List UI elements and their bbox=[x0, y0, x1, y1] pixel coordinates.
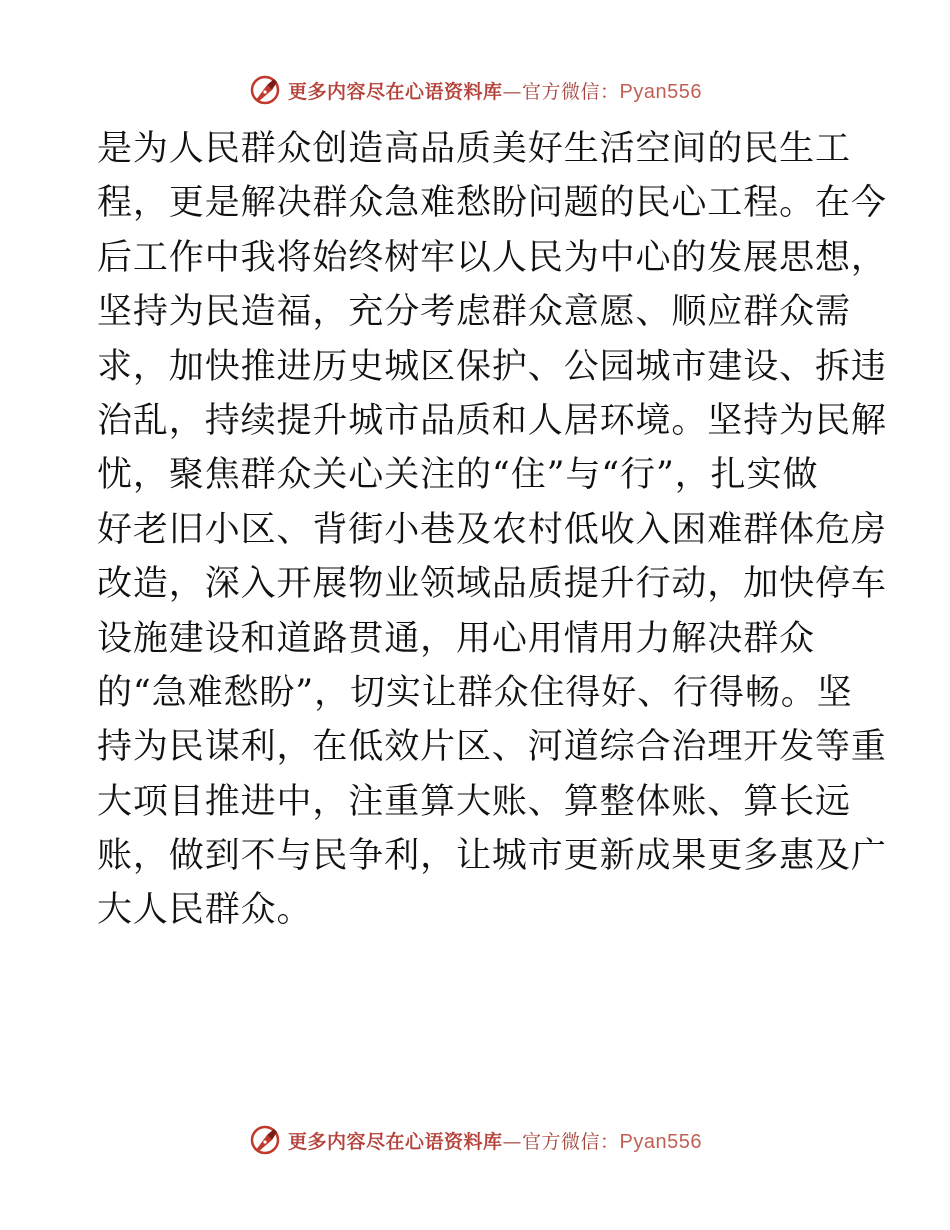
body-line: 坚持为民造福，充分考虑群众意愿、顺应群众需 bbox=[97, 292, 851, 333]
header-dash: — bbox=[502, 80, 523, 103]
footer-banner-text bbox=[288, 1127, 702, 1154]
footer-wechat-label: 官方微信： bbox=[522, 1130, 620, 1153]
body-line: 的“急难愁盼”，切实让群众住得好、行得畅。坚 bbox=[97, 672, 853, 713]
header-banner bbox=[0, 70, 950, 110]
header-wechat-label: 官方微信： bbox=[522, 80, 620, 103]
footer-banner bbox=[0, 1120, 950, 1160]
body-line: 持为民谋利，在低效片区、河道综合治理开发等重 bbox=[97, 727, 887, 768]
header-brand: 更多内容尽在心语资料库 bbox=[288, 80, 503, 103]
body-line: 求，加快推进历史城区保护、公园城市建设、拆违 bbox=[97, 346, 887, 387]
body-line: 程，更是解决群众急难愁盼问题的民心工程。在今 bbox=[97, 183, 887, 224]
header-wechat-id: Pyan556 bbox=[619, 80, 702, 103]
body-line: 账，做到不与民争利，让城市更新成果更多惠及广 bbox=[97, 836, 887, 877]
footer-dash: — bbox=[502, 1130, 523, 1153]
document-body bbox=[97, 122, 887, 938]
footer-wechat-id: Pyan556 bbox=[619, 1130, 702, 1153]
header-banner-text bbox=[288, 77, 702, 104]
body-line: 大项目推进中，注重算大账、算整体账、算长远 bbox=[97, 781, 851, 822]
body-line: 后工作中我将始终树牢以人民为中心的发展思想， bbox=[97, 237, 887, 278]
pen-nib-logo-icon bbox=[248, 1123, 282, 1157]
body-line: 好老旧小区、背街小巷及农村低收入困难群体危房 bbox=[97, 509, 887, 550]
body-line: 是为人民群众创造高品质美好生活空间的民生工 bbox=[97, 129, 851, 169]
pen-nib-logo-icon bbox=[248, 73, 282, 107]
body-line: 设施建设和道路贯通，用心用情用力解决群众 bbox=[97, 618, 816, 659]
footer-brand: 更多内容尽在心语资料库 bbox=[288, 1130, 503, 1153]
body-line: 大人民群众。 bbox=[97, 890, 313, 931]
body-line: 忧，聚焦群众关心关注的“住”与“行”，扎实做 bbox=[97, 455, 819, 496]
body-line: 改造，深入开展物业领域品质提升行动，加快停车 bbox=[97, 564, 887, 605]
body-line: 治乱，持续提升城市品质和人居环境。坚持为民解 bbox=[97, 400, 887, 441]
